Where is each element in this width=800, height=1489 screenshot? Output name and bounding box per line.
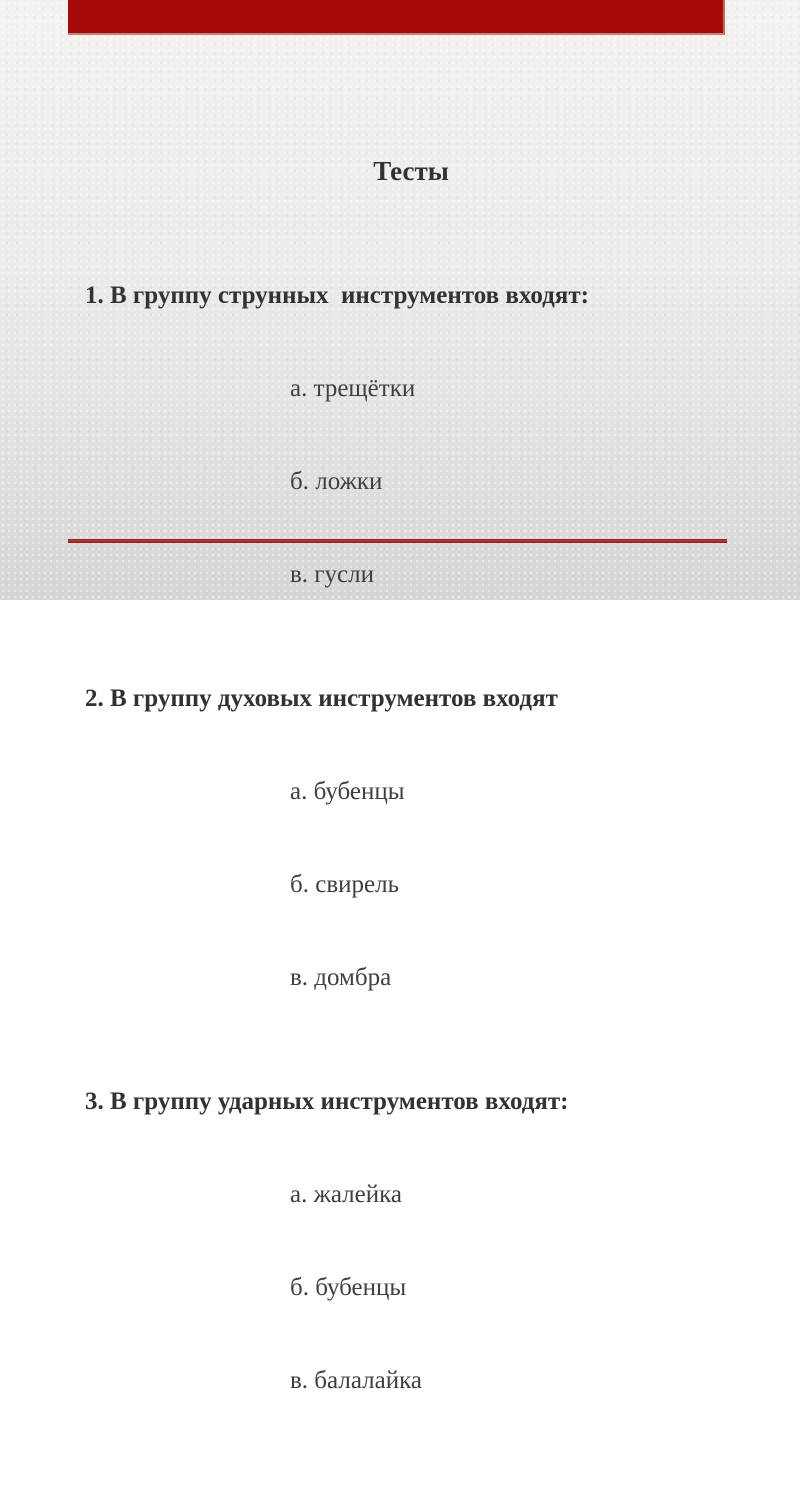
- question-1-option-a: а. трещётки: [290, 375, 416, 402]
- question-2-option-b: б. свирель: [290, 871, 399, 898]
- question-1-option-v: в. гусли: [290, 561, 375, 588]
- question-3-option-v: в. балалайка: [290, 1367, 422, 1394]
- top-accent-bar: [68, 0, 725, 35]
- question-3-option-b: б. бубенцы: [290, 1274, 407, 1301]
- question-3: 3. В группу ударных инструментов входят:: [85, 1088, 569, 1115]
- question-1-option-b: б. ложки: [290, 468, 383, 495]
- question-2-option-v: в. домбра: [290, 964, 392, 991]
- question-2: 2. В группу духовых инструментов входят: [85, 685, 558, 712]
- slide-title: Тесты: [373, 156, 449, 186]
- quiz-content: [68, 63, 728, 1489]
- bottom-divider-line: [68, 539, 727, 543]
- question-2-option-a: а. бубенцы: [290, 778, 405, 805]
- question-3-option-a: а. жалейка: [290, 1181, 402, 1208]
- question-1: 1. В группу струнных инструментов входят:: [85, 282, 589, 309]
